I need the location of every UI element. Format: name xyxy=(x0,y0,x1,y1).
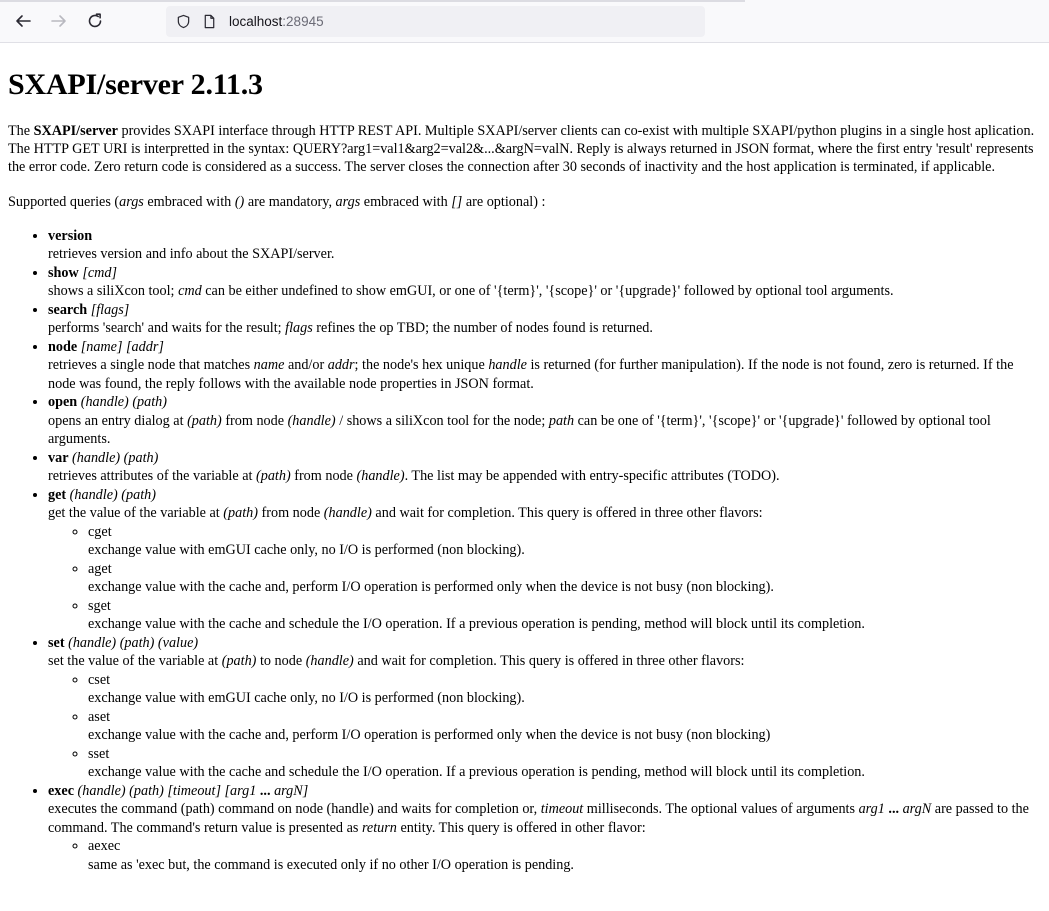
query-description xyxy=(48,467,1041,486)
query-version xyxy=(48,227,1041,264)
query-name: node xyxy=(48,338,78,355)
description-arg: handle xyxy=(488,357,527,374)
query-name: get xyxy=(48,486,67,503)
description-text: from node xyxy=(257,505,324,522)
query-heading xyxy=(48,301,1041,320)
query-heading xyxy=(48,782,1041,801)
intro-paragraph xyxy=(8,122,1041,177)
description-text: milliseconds. The optional values of arguments xyxy=(583,801,859,818)
description-arg: (handle) xyxy=(323,505,372,522)
description-text: retrieves attributes of the variable at xyxy=(48,468,256,485)
browser-toolbar xyxy=(0,0,1049,43)
reload-icon xyxy=(86,12,104,30)
supported-text: embraced with xyxy=(143,193,235,210)
query-heading xyxy=(48,338,1041,357)
query-name: show xyxy=(48,264,79,281)
description-arg: (path) xyxy=(256,468,291,485)
description-text: and wait for completion. This query is offered in three other flavors: xyxy=(353,653,745,670)
description-text: shows a siliXcon tool; xyxy=(48,283,179,300)
description-text: from node xyxy=(290,468,357,485)
query-args: (handle) (path) xyxy=(66,486,156,503)
description-arg: (handle) xyxy=(287,412,336,429)
description-arg: timeout xyxy=(540,801,584,818)
description-arg: (path) xyxy=(223,505,258,522)
intro-text: The xyxy=(8,123,34,139)
back-button[interactable] xyxy=(11,9,35,33)
description-arg: cmd xyxy=(178,283,202,300)
query-name: version xyxy=(48,227,93,244)
query-search xyxy=(48,301,1041,338)
description-arg: addr xyxy=(327,357,355,374)
query-var xyxy=(48,449,1041,486)
description-text: executes the command (path) command on node (handle) and waits for completion or, xyxy=(48,801,541,818)
url-text[interactable] xyxy=(229,14,324,29)
description-text: performs 'search' and waits for the result; xyxy=(48,320,286,337)
query-description xyxy=(48,412,1041,449)
flavor-description: exchange value with the cache and schedule the I/O operation. If a previous operation is pending, method will block until its completion. xyxy=(88,764,865,781)
page-content xyxy=(0,67,1049,874)
description-text: / shows a siliXcon tool for the node; xyxy=(335,412,549,429)
description-text: refines the op TBD; the number of nodes found is returned. xyxy=(312,320,653,337)
flavor-description: exchange value with emGUI cache only, no I/O is performed (non blocking). xyxy=(88,542,525,559)
query-heading xyxy=(48,227,1041,246)
flavor-name: ◦ sset xyxy=(88,745,110,762)
queries-list xyxy=(8,227,1041,875)
flavor-sset xyxy=(88,745,1041,782)
flavor-cset xyxy=(88,671,1041,708)
shield-icon[interactable] xyxy=(175,14,191,30)
reload-button[interactable] xyxy=(83,9,107,33)
optional-brackets: [] xyxy=(451,193,463,210)
flavor-description: exchange value with emGUI cache only, no I/O is performed (non blocking). xyxy=(88,690,525,707)
query-description xyxy=(48,652,1041,671)
query-args: [name] [addr] xyxy=(77,338,164,355)
flavor-name: ◦ sget xyxy=(88,597,111,614)
flavor-list xyxy=(48,671,1041,782)
query-name: exec xyxy=(48,782,74,799)
description-text: get the value of the variable at xyxy=(48,505,224,522)
query-node xyxy=(48,338,1041,394)
tab-strip-edge xyxy=(0,0,745,2)
description-text: is returned (for further manipulation). If the node is not found, zero is returned. If the node was found, the reply follows with the available node properties in JSON format. xyxy=(48,357,1014,392)
query-heading xyxy=(48,264,1041,283)
supported-args: args xyxy=(119,193,144,210)
description-arg: name xyxy=(253,357,285,374)
query-description xyxy=(48,504,1041,523)
description-text: can be one of '{term}', '{scope}' or '{upgrade}' followed by optional tool arguments. xyxy=(48,412,991,448)
query-heading xyxy=(48,393,1041,412)
forward-arrow-icon xyxy=(50,12,68,30)
intro-product-name: SXAPI/server xyxy=(33,123,118,139)
description-text: set the value of the variable at xyxy=(48,653,222,670)
address-bar[interactable] xyxy=(166,6,705,37)
page-info-icon[interactable] xyxy=(201,14,217,30)
supported-queries-paragraph xyxy=(8,193,1041,211)
flavor-name: ◦ cget xyxy=(88,523,112,540)
query-args: argN] xyxy=(270,782,309,799)
description-text: entity. This query is offered in other flavor: xyxy=(396,819,646,836)
query-heading xyxy=(48,486,1041,505)
description-arg: flags xyxy=(285,320,313,337)
intro-text: provides SXAPI interface through HTTP REST API. Multiple SXAPI/server clients can co-exist with multiple SXAPI/python plugins in a single host aplication. The HTTP GET URI is interpretted in the syntax: QUERY?arg1=val1&arg2=val2&...&argN=valN. Reply is always returned in JSON format, where the first entry 'result' represents the error code. Zero return code is considered as a success. The server closes the connection after 30 seconds of inactivity and the host application is terminated, if applicable. xyxy=(8,123,1035,176)
description-text: retrieves a single node that matches xyxy=(48,357,254,374)
description-text: and/or xyxy=(284,357,328,374)
flavor-name: ◦ cset xyxy=(88,671,111,688)
description-text: to node xyxy=(256,653,306,670)
query-set xyxy=(48,634,1041,782)
query-description: retrieves version and info about the SXAPI/server. xyxy=(48,246,335,263)
supported-args: args xyxy=(335,193,361,210)
query-args: (handle) (path) [timeout] [arg1 xyxy=(74,782,260,799)
description-text: opens an entry dialog at xyxy=(48,412,188,429)
description-arg: return xyxy=(361,819,397,836)
flavor-aget xyxy=(88,560,1041,597)
forward-button[interactable] xyxy=(47,9,71,33)
description-arg: (handle) xyxy=(305,653,354,670)
flavor-list xyxy=(48,523,1041,634)
flavor-aset xyxy=(88,708,1041,745)
flavor-name: ◦ aset xyxy=(88,708,111,725)
query-exec xyxy=(48,782,1041,875)
query-args-ellipsis: ... xyxy=(259,782,271,799)
description-text: and wait for completion. This query is offered in three other flavors: xyxy=(371,505,763,522)
query-args: (handle) (path) xyxy=(68,449,159,466)
description-arg: (path) xyxy=(221,653,257,670)
query-name: set xyxy=(48,634,65,651)
description-text: are passed to the command. The command's return value is presented as xyxy=(48,801,1029,836)
back-arrow-icon xyxy=(14,12,32,30)
description-arg: (handle) xyxy=(356,468,405,485)
query-args: [flags] xyxy=(87,301,130,318)
description-text: from node xyxy=(221,412,288,429)
page-title: SXAPI/server 2.11.3 xyxy=(8,68,263,101)
query-open xyxy=(48,393,1041,449)
flavor-sget xyxy=(88,597,1041,634)
flavor-description: exchange value with the cache and schedule the I/O operation. If a previous operation is pending, method will block until its completion. xyxy=(88,616,865,633)
query-name: search xyxy=(48,301,88,318)
query-description xyxy=(48,319,1041,338)
description-text: . The list may be appended with entry-specific attributes (TODO). xyxy=(404,468,780,485)
query-description xyxy=(48,282,1041,301)
query-args: [cmd] xyxy=(78,264,117,281)
flavor-description: exchange value with the cache and, perform I/O operation is performed only when the device is not busy (non blocking). xyxy=(88,579,774,596)
query-heading xyxy=(48,634,1041,653)
query-get xyxy=(48,486,1041,634)
url-host: localhost xyxy=(229,14,283,29)
flavor-description: exchange value with the cache and, perform I/O operation is performed only when the device is not busy (non blocking) xyxy=(88,727,771,744)
mandatory-brackets: () xyxy=(234,193,245,210)
description-text: ; the node's hex unique xyxy=(354,357,489,374)
query-name: open xyxy=(48,394,78,411)
flavor-list xyxy=(48,837,1041,874)
query-args: (handle) (path) (value) xyxy=(64,634,199,651)
description-arg: argN xyxy=(902,801,932,818)
description-ellipsis: ... xyxy=(884,801,903,818)
query-description xyxy=(48,800,1041,837)
description-arg: arg1 xyxy=(858,801,885,818)
description-arg: (path) xyxy=(187,412,222,429)
query-heading xyxy=(48,449,1041,468)
flavor-description: same as 'exec but, the command is executed only if no other I/O operation is pending. xyxy=(88,856,574,873)
description-arg: path xyxy=(548,412,575,429)
query-args: (handle) (path) xyxy=(77,394,168,411)
supported-text: are optional) : xyxy=(462,193,546,210)
flavor-cget xyxy=(88,523,1041,560)
flavor-name: ◦ aget xyxy=(88,560,112,577)
query-description xyxy=(48,356,1041,393)
supported-text: Supported queries ( xyxy=(8,193,120,210)
flavor-aexec xyxy=(88,837,1041,874)
query-name: var xyxy=(48,449,69,466)
description-text: can be either undefined to show emGUI, or one of '{term}', '{scope}' or '{upgrade}' followed by optional tool arguments. xyxy=(201,283,894,300)
url-port: :28945 xyxy=(282,14,324,29)
supported-text: are mandatory, xyxy=(244,193,336,210)
query-show xyxy=(48,264,1041,301)
flavor-name: ◦ aexec xyxy=(88,838,121,855)
supported-text: embraced with xyxy=(360,193,452,210)
